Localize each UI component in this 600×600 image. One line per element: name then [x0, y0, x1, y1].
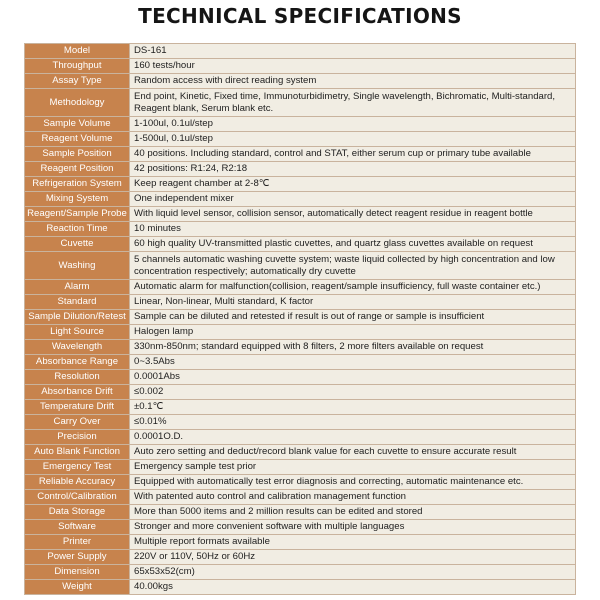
table-row [25, 415, 576, 430]
table-row [25, 89, 576, 117]
table-row [25, 207, 576, 222]
table-row [25, 385, 576, 400]
spec-value: With patented auto control and calibration management function [130, 490, 576, 505]
table-row [25, 490, 576, 505]
table-row [25, 505, 576, 520]
spec-value: 0.0001O.D. [130, 430, 576, 445]
spec-value: 10 minutes [130, 222, 576, 237]
spec-value: 160 tests/hour [130, 59, 576, 74]
spec-label: Power Supply [25, 550, 130, 565]
spec-value: Automatic alarm for malfunction(collision, reagent/sample insufficiency, full waste container etc.) [130, 280, 576, 295]
table-row [25, 520, 576, 535]
spec-label: Software [25, 520, 130, 535]
spec-label: Emergency Test [25, 460, 130, 475]
spec-label: Refrigeration System [25, 177, 130, 192]
table-row [25, 445, 576, 460]
spec-label: Reliable Accuracy [25, 475, 130, 490]
spec-label: Alarm [25, 280, 130, 295]
spec-value: 0~3.5Abs [130, 355, 576, 370]
spec-label: Assay Type [25, 74, 130, 89]
spec-label: Data Storage [25, 505, 130, 520]
table-row [25, 147, 576, 162]
spec-label: Reagent Volume [25, 132, 130, 147]
spec-value: One independent mixer [130, 192, 576, 207]
table-row [25, 74, 576, 89]
spec-value: Auto zero setting and deduct/record blank value for each cuvette to ensure accurate result [130, 445, 576, 460]
spec-label: Methodology [25, 89, 130, 117]
spec-value: 1-500ul, 0.1ul/step [130, 132, 576, 147]
table-row [25, 310, 576, 325]
table-row [25, 192, 576, 207]
spec-value: 1-100ul, 0.1ul/step [130, 117, 576, 132]
spec-label: Cuvette [25, 237, 130, 252]
spec-label: Carry Over [25, 415, 130, 430]
table-row [25, 535, 576, 550]
spec-value: 5 channels automatic washing cuvette system; waste liquid collected by high concentration and low concentration respectively; automatically dry cuvette [130, 252, 576, 280]
table-row [25, 355, 576, 370]
spec-label: Auto Blank Function [25, 445, 130, 460]
spec-table [24, 43, 576, 595]
spec-label: Dimension [25, 565, 130, 580]
spec-value: ≤0.002 [130, 385, 576, 400]
table-row [25, 400, 576, 415]
spec-value: Equipped with automatically test error diagnosis and correcting, automatic maintenance etc. [130, 475, 576, 490]
spec-label: Sample Volume [25, 117, 130, 132]
table-row [25, 177, 576, 192]
spec-value: 0.0001Abs [130, 370, 576, 385]
spec-label: Light Source [25, 325, 130, 340]
spec-value: Emergency sample test prior [130, 460, 576, 475]
spec-label: Mixing System [25, 192, 130, 207]
spec-value: Sample can be diluted and retested if result is out of range or sample is insufficient [130, 310, 576, 325]
table-row [25, 132, 576, 147]
page-title: TECHNICAL SPECIFICATIONS [138, 4, 462, 28]
table-row [25, 370, 576, 385]
table-row [25, 430, 576, 445]
spec-value: More than 5000 items and 2 million results can be edited and stored [130, 505, 576, 520]
spec-value: Linear, Non-linear, Multi standard, K factor [130, 295, 576, 310]
spec-label: Wavelength [25, 340, 130, 355]
spec-table-body [25, 44, 576, 595]
spec-label: Precision [25, 430, 130, 445]
table-row [25, 565, 576, 580]
spec-label: Absorbance Drift [25, 385, 130, 400]
spec-label: Absorbance Range [25, 355, 130, 370]
table-row [25, 325, 576, 340]
table-row [25, 475, 576, 490]
spec-label: Reaction Time [25, 222, 130, 237]
spec-value: Multiple report formats available [130, 535, 576, 550]
spec-label: Temperature Drift [25, 400, 130, 415]
spec-label: Sample Dilution/Retest [25, 310, 130, 325]
spec-label: Reagent/Sample Probe [25, 207, 130, 222]
table-row [25, 117, 576, 132]
spec-value: Random access with direct reading system [130, 74, 576, 89]
spec-value: End point, Kinetic, Fixed time, Immunoturbidimetry, Single wavelength, Bichromatic, Multi-standard, Reagent blank, Serum blank etc. [130, 89, 576, 117]
spec-label: Control/Calibration [25, 490, 130, 505]
table-row [25, 340, 576, 355]
spec-label: Standard [25, 295, 130, 310]
spec-value: Stronger and more convenient software with multiple languages [130, 520, 576, 535]
spec-value: ±0.1℃ [130, 400, 576, 415]
table-row [25, 44, 576, 59]
spec-value: 40 positions. Including standard, control and STAT, either serum cup or primary tube available [130, 147, 576, 162]
spec-label: Printer [25, 535, 130, 550]
spec-label: Throughput [25, 59, 130, 74]
spec-label: Model [25, 44, 130, 59]
spec-value: Halogen lamp [130, 325, 576, 340]
spec-value: ≤0.01% [130, 415, 576, 430]
table-row [25, 252, 576, 280]
table-row [25, 295, 576, 310]
table-row [25, 162, 576, 177]
spec-value: DS-161 [130, 44, 576, 59]
table-row [25, 550, 576, 565]
table-row [25, 237, 576, 252]
spec-value: With liquid level sensor, collision sensor, automatically detect reagent residue in reagent bottle [130, 207, 576, 222]
table-row [25, 222, 576, 237]
spec-value: 40.00kgs [130, 580, 576, 595]
table-row [25, 460, 576, 475]
spec-value: 42 positions: R1:24, R2:18 [130, 162, 576, 177]
spec-label: Reagent Position [25, 162, 130, 177]
spec-label: Weight [25, 580, 130, 595]
table-row [25, 280, 576, 295]
spec-value: 60 high quality UV-transmitted plastic cuvettes, and quartz glass cuvettes available on request [130, 237, 576, 252]
spec-value: 65x53x52(cm) [130, 565, 576, 580]
spec-value: 330nm-850nm; standard equipped with 8 filters, 2 more filters available on request [130, 340, 576, 355]
spec-label: Washing [25, 252, 130, 280]
spec-label: Sample Position [25, 147, 130, 162]
spec-label: Resolution [25, 370, 130, 385]
table-row [25, 580, 576, 595]
spec-value: 220V or 110V, 50Hz or 60Hz [130, 550, 576, 565]
spec-value: Keep reagent chamber at 2-8℃ [130, 177, 576, 192]
table-row [25, 59, 576, 74]
